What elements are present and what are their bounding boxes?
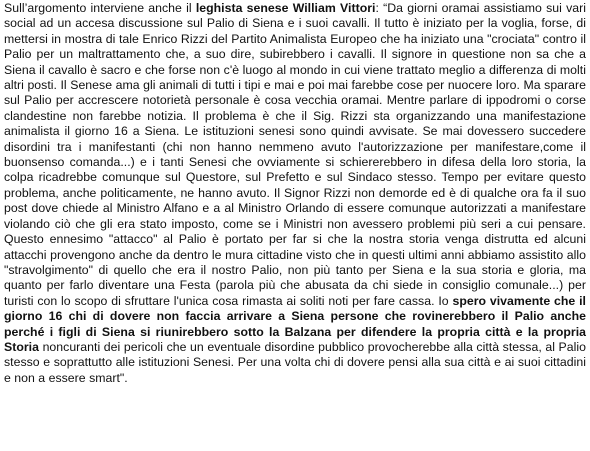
emphasized-statement: spero vivamente che il giorno 16 chi di dovere non faccia arrivare a Siena persone che rovinerebbero il Palio anche perché i figli di Siena si riunirebbero sotto la Balzana per difendere la propria città e la propria Storia: [4, 293, 586, 354]
quote-text: : “Da giorni oramai assistiamo sui vari social ad un accesa discussione sul Palio di Siena e i suoi cavalli. Il tutto è iniziato per la voglia, forse, di mettersi in mostra di tale Enrico Rizzi del Partito Animalista Europeo che ha iniziato una "crociata" contro il Palio per un maltrattamento che, a suo dire, subirebbero i cavalli. Il signore in questione non sa che a Siena il cavallo è sacro e che forse non c'è luogo al mondo in cui viene trattato meglio a differenza di molti altri posti. Il Senese ama gli animali di tutti i tipi e mai e poi mai farebbe cose per nuocere loro. Ma sparare sul Palio per accrescere notorietà personale è cosa vecchia oramai. Mentre parlare di ippodromi o corse clandestine non farebbe notizia. Il problema è che il Sig. Rizzi sta organizzando una manifestazione animalista il giorno 16 a Siena. Le istituzioni senesi sono quindi avvisate. Se mai dovessero succedere disordini tra i manifestanti (chi non hanno nemmeno avuto l'autorizzazione per manifestare,come il buonsenso comanda...) e i tanti Senesi che ovviamente si schiererebbero in difesa della loro storia, la colpa ricadrebbe comunque sul Questore, sul Prefetto e sul Sindaco stesso. Tempo per evitare questo problema, anche politicamente, ne hanno avuto. Il Signor Rizzi non demorde ed è di qualche ora fa il suo post dove chiede al Ministro Alfano e a al Ministro Orlando di essere comunque autorizzati a manifestare violando ciò che gli era stato imposto, come se i Ministri non avessero problemi più seri a cui pensare. Questo ennesimo "attacco" al Palio è portato per far si che la nostra storia venga distrutta ed alcuni attacchi provengono anche da dentro le mura cittadine visto che in questi ultimi anni abbiamo assistito allo "stravolgimento" di quello che era il nostro Palio, non più tanto per Siena e la sua storia e gloria, ma quanto per farlo diventare una Festa (parola più che abusata da chi siede in consiglio comunale...) per turisti con lo scopo di sfruttare l'unica cosa rimasta ai soliti noti per fare cassa. Io: [4, 1, 586, 308]
intro-text: Sull’argomento interviene anche il: [4, 1, 196, 15]
speaker-name: leghista senese William Vittori: [195, 1, 376, 15]
article-paragraph: [4, 1, 586, 386]
closing-text: noncuranti dei pericoli che un eventuale disordine pubblico provocherebbe alla città stessa, al Palio stesso e soprattutto alle istituzioni Senesi. Per una volta chi di dovere pensi alla sua città e ai suoi cittadini e non a essere smart".: [4, 339, 586, 385]
